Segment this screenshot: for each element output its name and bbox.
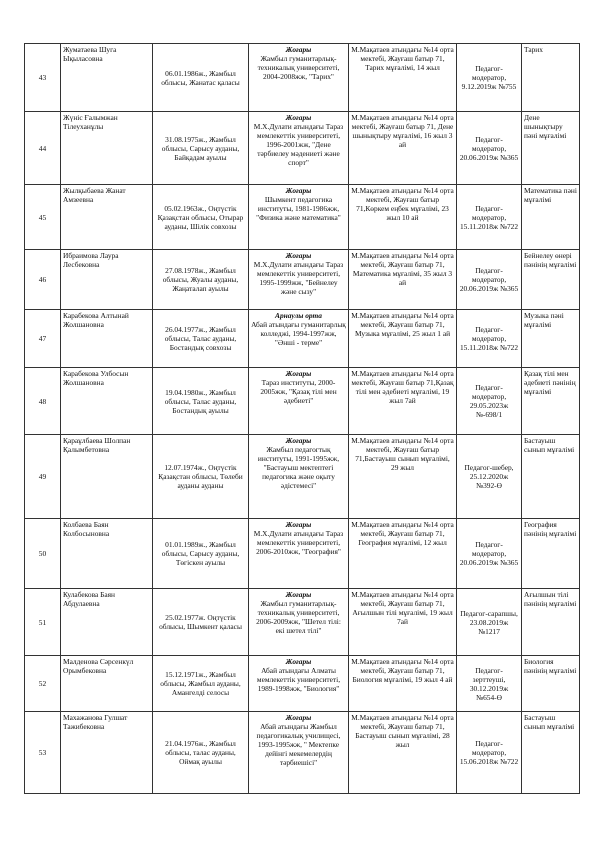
education-level: Жоғары: [285, 590, 312, 599]
education-cell: [249, 250, 349, 310]
category-cell: Педагог-модератор, 20.06.2019ж №365: [457, 112, 522, 185]
full-name-cell: Ибраимова Лаура Лесбековна: [61, 250, 153, 310]
education-detail: М.Х.Дулати атындағы Тараз мемлекеттік университеті, 1996-2001жж, "Дене тәрбиелеу мәдениеті және спорт": [253, 122, 344, 167]
table-row: [25, 435, 580, 519]
education-cell: [249, 712, 349, 794]
workplace-cell: М.Мақатаев атындағы №14 орта мектебі, Жауғаш батыр 71, География мұғалімі, 12 жыл: [349, 519, 457, 589]
subject-cell: Бастауыш сынып мұғалімі: [522, 435, 580, 519]
row-number-cell: 48: [25, 368, 61, 435]
full-name-cell: Карабекова Улбосын Жолшановна: [61, 368, 153, 435]
row-number-cell: 43: [25, 44, 61, 112]
workplace-cell: М.Мақатаев атындағы №14 орта мектебі, Жауғаш батыр 71, Дене шынықтыру мұғалімі, 16 жыл 3 ай: [349, 112, 457, 185]
staff-table: [24, 43, 580, 794]
education-detail: М.Х.Дулати атындағы Тараз мемлекеттік университеті, 1995-1999жж, "Бейнелеу және сызу": [253, 260, 344, 296]
table-row: [25, 519, 580, 589]
education-level: Жоғары: [285, 186, 312, 195]
education-level: Жоғары: [285, 369, 312, 378]
subject-cell: Математика пәні мұғалімі: [522, 185, 580, 250]
full-name-cell: Жылқыбаева Жанат Амзеевна: [61, 185, 153, 250]
workplace-cell: М.Мақатаев атындағы №14 орта мектебі, Жауғаш батыр 71, Математика мұғалімі, 35 жыл 3 ай: [349, 250, 457, 310]
row-number-cell: 50: [25, 519, 61, 589]
education-cell: [249, 368, 349, 435]
education-level: Арнаулы орта: [275, 311, 322, 320]
education-cell: [249, 589, 349, 656]
education-detail: Тараз институты, 2000-2005жж, "Қазақ тілі мен әдебиеті": [260, 378, 337, 405]
education-level: Жоғары: [285, 45, 312, 54]
category-cell: Педагог-модератор, 29.05.2023ж №-698/1: [457, 368, 522, 435]
table-row: [25, 310, 580, 368]
education-detail: Абай атындағы гуманитарлық колледжі, 1994-1997жж, "Әнші - терме": [251, 320, 346, 347]
workplace-cell: М.Мақатаев атындағы №14 орта мектебі, Жауғаш батыр 71,Бастауыш сынып мұғалімі, 29 жыл: [349, 435, 457, 519]
category-cell: Педагог-модератор, 15.11.2018ж №722: [457, 310, 522, 368]
education-cell: [249, 310, 349, 368]
full-name-cell: Малденова Сәрсенкүл Орымбековна: [61, 656, 153, 712]
education-detail: М.Х.Дулати атындағы Тараз мемлекеттік университеті, 2006-2010жж, "География": [253, 529, 344, 556]
education-detail: Жамбыл гуманитарлық-техникалық университеті, 2004-2008жж, "Тарих": [257, 54, 340, 81]
education-cell: [249, 656, 349, 712]
row-number-cell: 47: [25, 310, 61, 368]
subject-cell: География пәнінің мұғалімі: [522, 519, 580, 589]
subject-cell: Тарих: [522, 44, 580, 112]
education-detail: Жамбыл педагогтық институты, 1991-1995жж, "Бастауыш мектептегі педагогика және оқыту әдістемесі": [257, 445, 340, 490]
education-level: Жоғары: [285, 436, 312, 445]
workplace-cell: М.Мақатаев атындағы №14 орта мектебі, Жауғаш батыр 71, Тарих мұғалімі, 14 жыл: [349, 44, 457, 112]
education-detail: Абай атындағы Алматы мемлекеттік университеті, 1989-1998жж, "Биология": [256, 666, 341, 693]
subject-cell: Музыка пәні мұғалімі: [522, 310, 580, 368]
table-row: [25, 112, 580, 185]
table-row: [25, 368, 580, 435]
workplace-cell: М.Мақатаев атындағы №14 орта мектебі, Жауғаш батыр 71,Қазақ тілі мен әдебиеті мұғалімі, 19 жыл 7ай: [349, 368, 457, 435]
row-number-cell: 49: [25, 435, 61, 519]
education-level: Жоғары: [285, 113, 312, 122]
category-cell: Педагог-зерттеуші, 30.12.2019ж №654-Ө: [457, 656, 522, 712]
workplace-cell: М.Мақатаев атындағы №14 орта мектебі, Жауғаш батыр 71, Биология мұғалімі, 19 жыл 4 ай: [349, 656, 457, 712]
birth-info-cell: 19.04.1980ж., Жамбыл облысы, Талас ауданы, Бостандық ауылы: [153, 368, 249, 435]
education-cell: [249, 112, 349, 185]
subject-cell: Бастауыш сынып мұғалімі: [522, 712, 580, 794]
workplace-cell: М.Мақатаев атындағы №14 орта мектебі, Жауғаш батыр 71,Көркем еңбек мұғалімі, 23 жыл 10 ай: [349, 185, 457, 250]
education-level: Жоғары: [285, 657, 312, 666]
category-cell: Педагог-модератор, 20.06.2019ж №365: [457, 250, 522, 310]
category-cell: Педагог-модератор, 9.12.2019ж №755: [457, 44, 522, 112]
birth-info-cell: 25.02.1977ж. Оңтүстік облысы, Шымкент қаласы: [153, 589, 249, 656]
education-level: Жоғары: [285, 520, 312, 529]
education-cell: [249, 519, 349, 589]
birth-info-cell: 21.04.1976ж., Жамбыл облысы, талас ауданы, Оймақ ауылы: [153, 712, 249, 794]
education-detail: Жамбыл гуманитарлық-техникалық университеті, 2006-2009жж, "Шетел тілі: екі шетел тілі": [256, 599, 341, 635]
education-cell: [249, 44, 349, 112]
row-number-cell: 52: [25, 656, 61, 712]
workplace-cell: М.Мақатаев атындағы №14 орта мектебі, Жауғаш батыр 71, Музыка мұғалімі, 25 жыл 1 ай: [349, 310, 457, 368]
subject-cell: Дене шынықтыру пәні мұғалімі: [522, 112, 580, 185]
table-row: [25, 185, 580, 250]
education-detail: Шымкент педагогика институты, 1981-1986жж, "Физика және математика": [256, 195, 341, 222]
category-cell: Педагог-модератор, 15.11.2018ж №722: [457, 185, 522, 250]
table-row: [25, 589, 580, 656]
row-number-cell: 51: [25, 589, 61, 656]
birth-info-cell: 01.01.1989ж., Жамбыл облысы, Сарысу ауданы, Төгіскен ауылы: [153, 519, 249, 589]
full-name-cell: Жуматаева Шуга Ықыласовна: [61, 44, 153, 112]
birth-info-cell: 27.08.1978ж., Жамбыл облысы, Жуалы ауданы, Жаңаталап ауылы: [153, 250, 249, 310]
row-number-cell: 44: [25, 112, 61, 185]
subject-cell: Биология пәнінің мұғалімі: [522, 656, 580, 712]
table-row: [25, 656, 580, 712]
education-cell: [249, 435, 349, 519]
full-name-cell: Карабекова Алтынай Жолшановна: [61, 310, 153, 368]
category-cell: Педагог-модератор, 15.06.2018ж №722: [457, 712, 522, 794]
birth-info-cell: 15.12.1971ж., Жамбыл облысы, Жамбыл ауданы, Амангелді селосы: [153, 656, 249, 712]
birth-info-cell: 26.04.1977ж., Жамбыл облысы, Талас ауданы, Бостандық совхозы: [153, 310, 249, 368]
table-row: [25, 712, 580, 794]
full-name-cell: Колбаева Баян Колбосыновна: [61, 519, 153, 589]
subject-cell: Қазақ тілі мен әдебиеті пәнінің мұғалімі: [522, 368, 580, 435]
birth-info-cell: 31.08.1975ж., Жамбыл облысы, Сарысу ауданы, Байқадам ауылы: [153, 112, 249, 185]
workplace-cell: М.Мақатаев атындағы №14 орта мектебі, Жауғаш батыр 71, Ағылшын тілі мұғалімі, 19 жыл 7ай: [349, 589, 457, 656]
education-cell: [249, 185, 349, 250]
full-name-cell: Махажанова Гулшат Тажибековна: [61, 712, 153, 794]
full-name-cell: Қараұлбаева Шолпан Қалымбетовна: [61, 435, 153, 519]
education-level: Жоғары: [285, 251, 312, 260]
subject-cell: Ағылшын тілі пәнінің мұғалімі: [522, 589, 580, 656]
education-level: Жоғары: [285, 713, 312, 722]
birth-info-cell: 05.02.1963ж., Оңтүстік Қазақстан облысы, Отырар ауданы, Шілік совхозы: [153, 185, 249, 250]
education-detail: Абай атындағы Жамбыл педагогикалық училищесі, 1993-1995жж, " Мектепке дейінгі мекемелердің тәрбиешісі": [256, 722, 341, 767]
full-name-cell: Кулабекова Баян Абдулаевна: [61, 589, 153, 656]
full-name-cell: Жүніс Ғалымжан Тілеуханұлы: [61, 112, 153, 185]
category-cell: Педагог-сарапшы, 23.08.2019ж №1217: [457, 589, 522, 656]
row-number-cell: 46: [25, 250, 61, 310]
row-number-cell: 53: [25, 712, 61, 794]
category-cell: Педагог-шебер, 25.12.2020ж №392-Ө: [457, 435, 522, 519]
subject-cell: Бейнелеу өнері пәнінің мұғалімі: [522, 250, 580, 310]
category-cell: Педагог-модератор, 20.06.2019ж №365: [457, 519, 522, 589]
table-row: [25, 44, 580, 112]
table-row: [25, 250, 580, 310]
birth-info-cell: 06.01.1986ж., Жамбыл облысы, Жанатас қаласы: [153, 44, 249, 112]
birth-info-cell: 12.07.1974ж., Оңтүстік Қазақстан облысы, Төлеби ауданы ауданы: [153, 435, 249, 519]
row-number-cell: 45: [25, 185, 61, 250]
workplace-cell: М.Мақатаев атындағы №14 орта мектебі, Жауғаш батыр 71, Бастауыш сынып мұғалімі, 28 жыл: [349, 712, 457, 794]
staff-table-body: [25, 44, 580, 794]
